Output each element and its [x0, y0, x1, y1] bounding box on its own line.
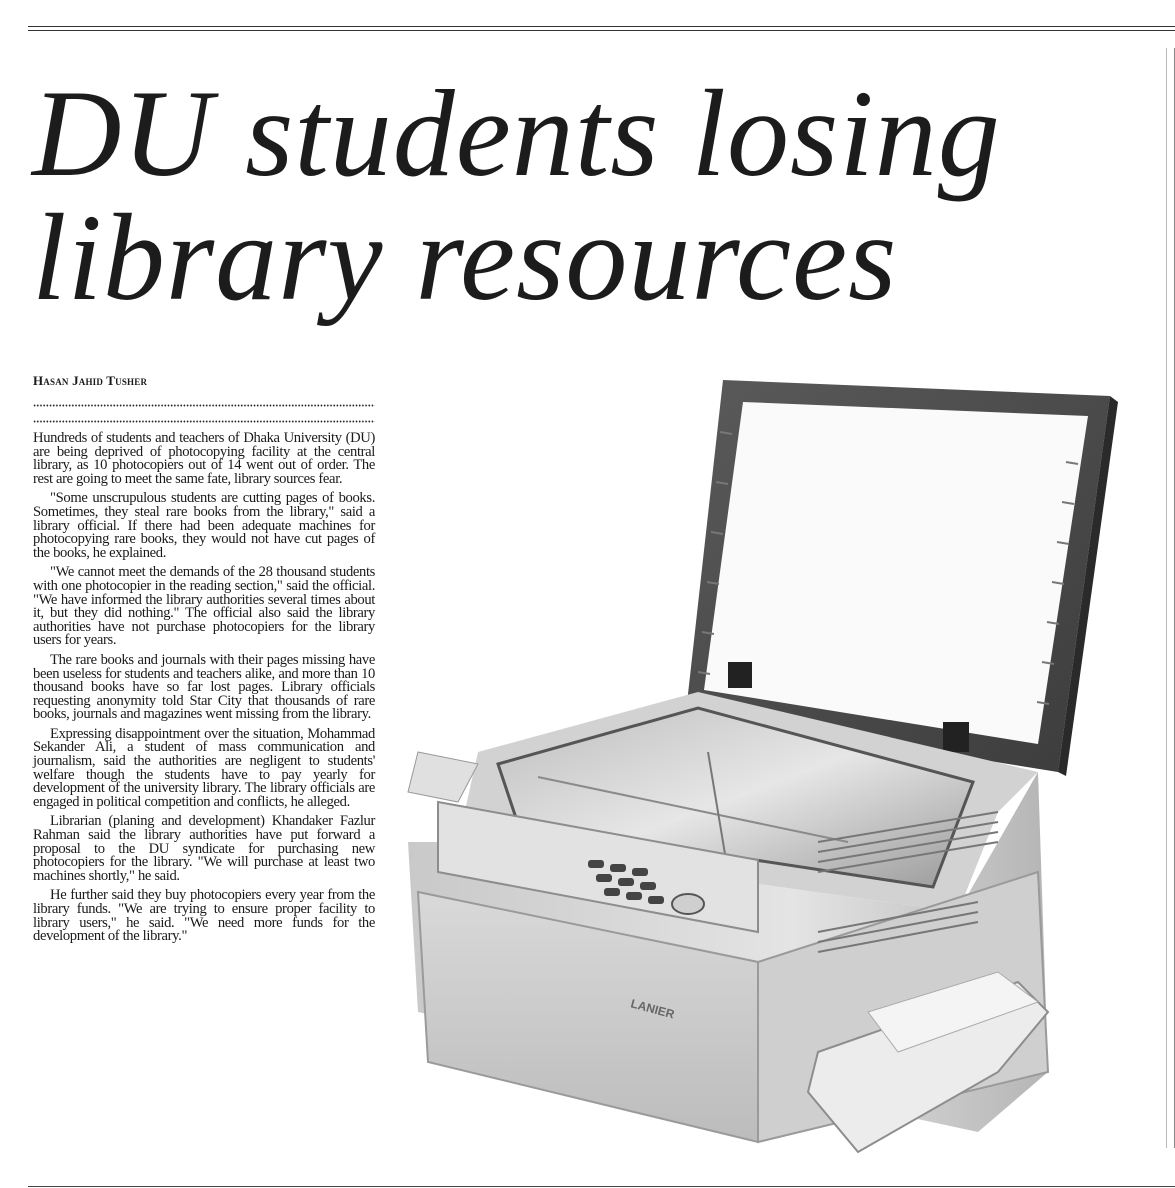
article-paragraph: "We cannot meet the demands of the 28 thousand students with one photocopier in the reading section," said the official. "We have informed the library authorities several times about it, but they did nothing." The official also said the library authorities have not purchase photocopiers for the library users for years.: [33, 564, 375, 649]
article-paragraph: He further said they buy photocopiers every year from the library funds. "We are trying to ensure proper facility to library users," he said. "We need more funds for the development of the library.": [33, 887, 375, 945]
photocopier-photo: [398, 372, 1118, 1160]
hinge: [943, 722, 969, 752]
headline-line-1: DU students losing: [32, 65, 1001, 202]
lid-pad: [704, 402, 1088, 744]
article-paragraph: The rare books and journals with their pages missing have been useless for students and teachers alike, and more than 10 thousand books have so far lost pages. Library officials requesting anonymity told Star City that thousands of rare books, journals and magazines went missing from the library.: [33, 651, 375, 723]
hinge: [728, 662, 752, 688]
article-paragraph: Librarian (planing and development) Khandaker Fazlur Rahman said the library authorities have put forward a proposal to the DU syndicate for purchasing new photocopiers for the library. "We will purchase at least two machines shortly," he said.: [33, 813, 375, 884]
byline: Hasan Jahid Tusher: [33, 373, 148, 388]
dotted-divider: [33, 404, 375, 407]
bottom-rule: [28, 1186, 1175, 1187]
side-slot: [408, 752, 478, 802]
brand-label: LANIER: [629, 996, 676, 1022]
article-paragraph: Expressing disappointment over the situation, Mohammad Sekander Ali, a student of mass communication and journalism, said the authorities are negligent to students' welfare though the students have to pay yearly for development of the university library. The library officials are engaged in political competition and conflicts, he alleged.: [33, 725, 375, 810]
start-button: [672, 894, 704, 914]
article-body: [33, 432, 375, 950]
dotted-divider: [33, 420, 375, 423]
article-paragraph: "Some unscrupulous students are cutting pages of books. Sometimes, they steal rare books from the library," said a library official. If there had been adequate machines for photocopying rare books, they would not have cut pages of the books, he explained.: [33, 490, 375, 561]
top-rule: [28, 26, 1175, 31]
headline: [32, 65, 1142, 326]
headline-line-2: library resources: [32, 189, 898, 326]
page-edge-line: [1166, 48, 1167, 1148]
article-paragraph: Hundreds of students and teachers of Dhaka University (DU) are being deprived of photocopying facility at the central library, as 10 photocopiers out of 14 went out of order. The rest are going to meet the same fate, library sources fear.: [33, 430, 375, 487]
